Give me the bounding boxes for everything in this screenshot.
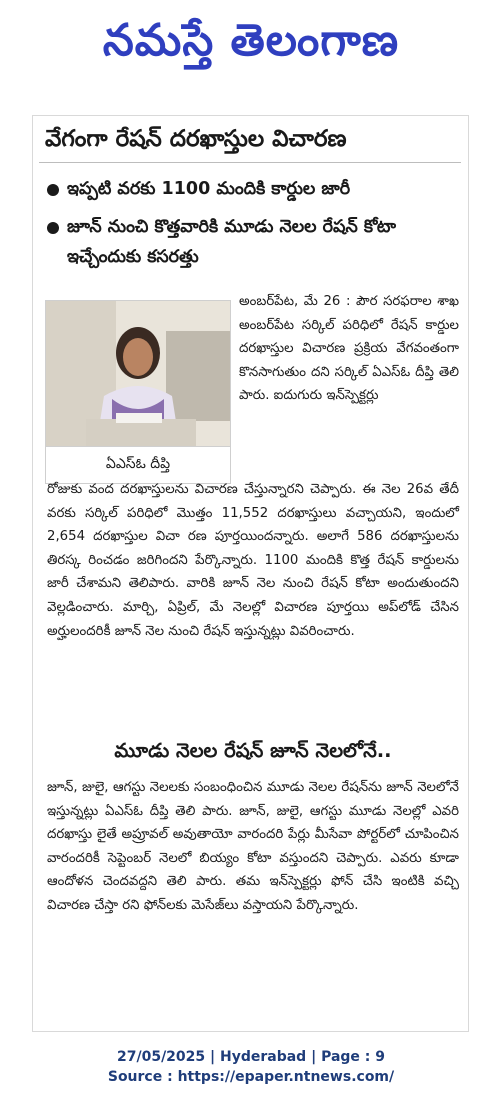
newspaper-masthead <box>0 0 502 82</box>
bullet-dot-icon <box>47 222 59 234</box>
bullet-item <box>47 212 459 272</box>
article-paragraph-2: రోజుకు వంద దరఖాస్తులను విచారణ చేస్తున్నారని చెప్పారు. ఈ నెల 26వ తేదీ వరకు సర్కిల్ పరిధిలో మొత్తం 11,552 దరఖాస్తులు వచ్చాయని, ఇందులో 2,654 దరఖాస్తుల విచా రణ పూర్తయిందన్నారు. అలాగే 586 దరఖాస్తులను తిరస్క రించడం జరిగిందని పేర్కొన్నారు. 1100 మందికి కొత్త రేషన్ కార్డులను జారీ చేశామని తెలిపారు. వారికి జూన్ నెల నుంచి రేషన్ కోటా అందుతుందని వెల్లడించారు. మార్చి, ఏప్రిల్, మే నెలల్లో విచారణ పూర్తయి అప్‌లోడ్ చేసిన అర్హులందరికీ జూన్ నెల నుంచి రేషన్ ఇస్తున్నట్లు వివరించారు. <box>47 482 459 639</box>
article-headline: వేగంగా రేషన్ దరఖాస్తుల విచారణ <box>45 126 347 152</box>
person-at-desk-image <box>46 301 230 447</box>
article-subheading: మూడు నెలల రేషన్ జూన్ నెలలోనే.. <box>114 739 392 762</box>
bullet-text: ఇప్పటి వరకు 1100 మందికి కార్డుల జారీ <box>67 179 351 199</box>
bullet-text: జూన్ నుంచి కొత్తవారికి మూడు నెలల రేషన్ కోటా ఇచ్చేందుకు కసరత్తు <box>67 217 396 267</box>
masthead-title: నమస్తే తెలంగాణ <box>102 15 400 66</box>
headline-divider <box>39 162 461 163</box>
bullet-item <box>47 174 459 204</box>
highlight-bullets <box>47 174 459 280</box>
source-footer <box>0 1047 502 1087</box>
official-photo <box>45 300 231 484</box>
article-paragraph-1: అంబర్‌పేట, మే 26 : పౌర సరఫరాల శాఖ అంబర్‌పేట సర్కిల్ పరిధిలో రేషన్ కార్డుల దరఖాస్తుల విచారణ ప్రక్రియ వేగవంతంగా కొనసాగుతుం దని సర్కిల్ ఏఎస్ఓ దీప్తి తెలి పారు. ఐదుగురు ఇన్‌స్పెక్టర్లు <box>239 294 459 404</box>
publication-date-line: 27/05/2025 | Hyderabad | Page : 9 <box>116 1049 386 1065</box>
photo-caption: ఏఎస్ఓ దీప్తి <box>46 446 230 483</box>
article-clipping <box>32 115 469 1032</box>
bullet-dot-icon <box>47 184 59 196</box>
article-paragraph-3: జూన్, జులై, ఆగస్టు నెలలకు సంబంధించిన మూడు నెలల రేషన్‌ను జూన్ నెలలోనే ఇస్తున్నట్లు ఏఎస్ఓ దీప్తి తెలి పారు. జూన్, జులై, ఆగస్టు మూడు నెలల్లో ఎవరి దరఖాస్తు లైతే అప్రూవల్ అవుతాయో వారందరి పేర్లు మీసేవా పోర్టర్‌లో చూపించిన వారందరికీ సెప్టెంబర్ నెలలో బియ్యం కోటా వస్తుందని చెప్పారు. ఎవరు కూడా ఆందోళన చెందవద్దని తెలి పారు. తమ ఇన్‌స్పెక్టర్లు ఫోన్ చేసి ఇంటికి వచ్చి విచారణ చేస్తా రని ఫోన్‌లకు మెసేజ్‌లు వస్తాయని పేర్కొన్నారు. <box>47 780 459 913</box>
source-url-line: Source : https://epaper.ntnews.com/ <box>107 1069 395 1085</box>
